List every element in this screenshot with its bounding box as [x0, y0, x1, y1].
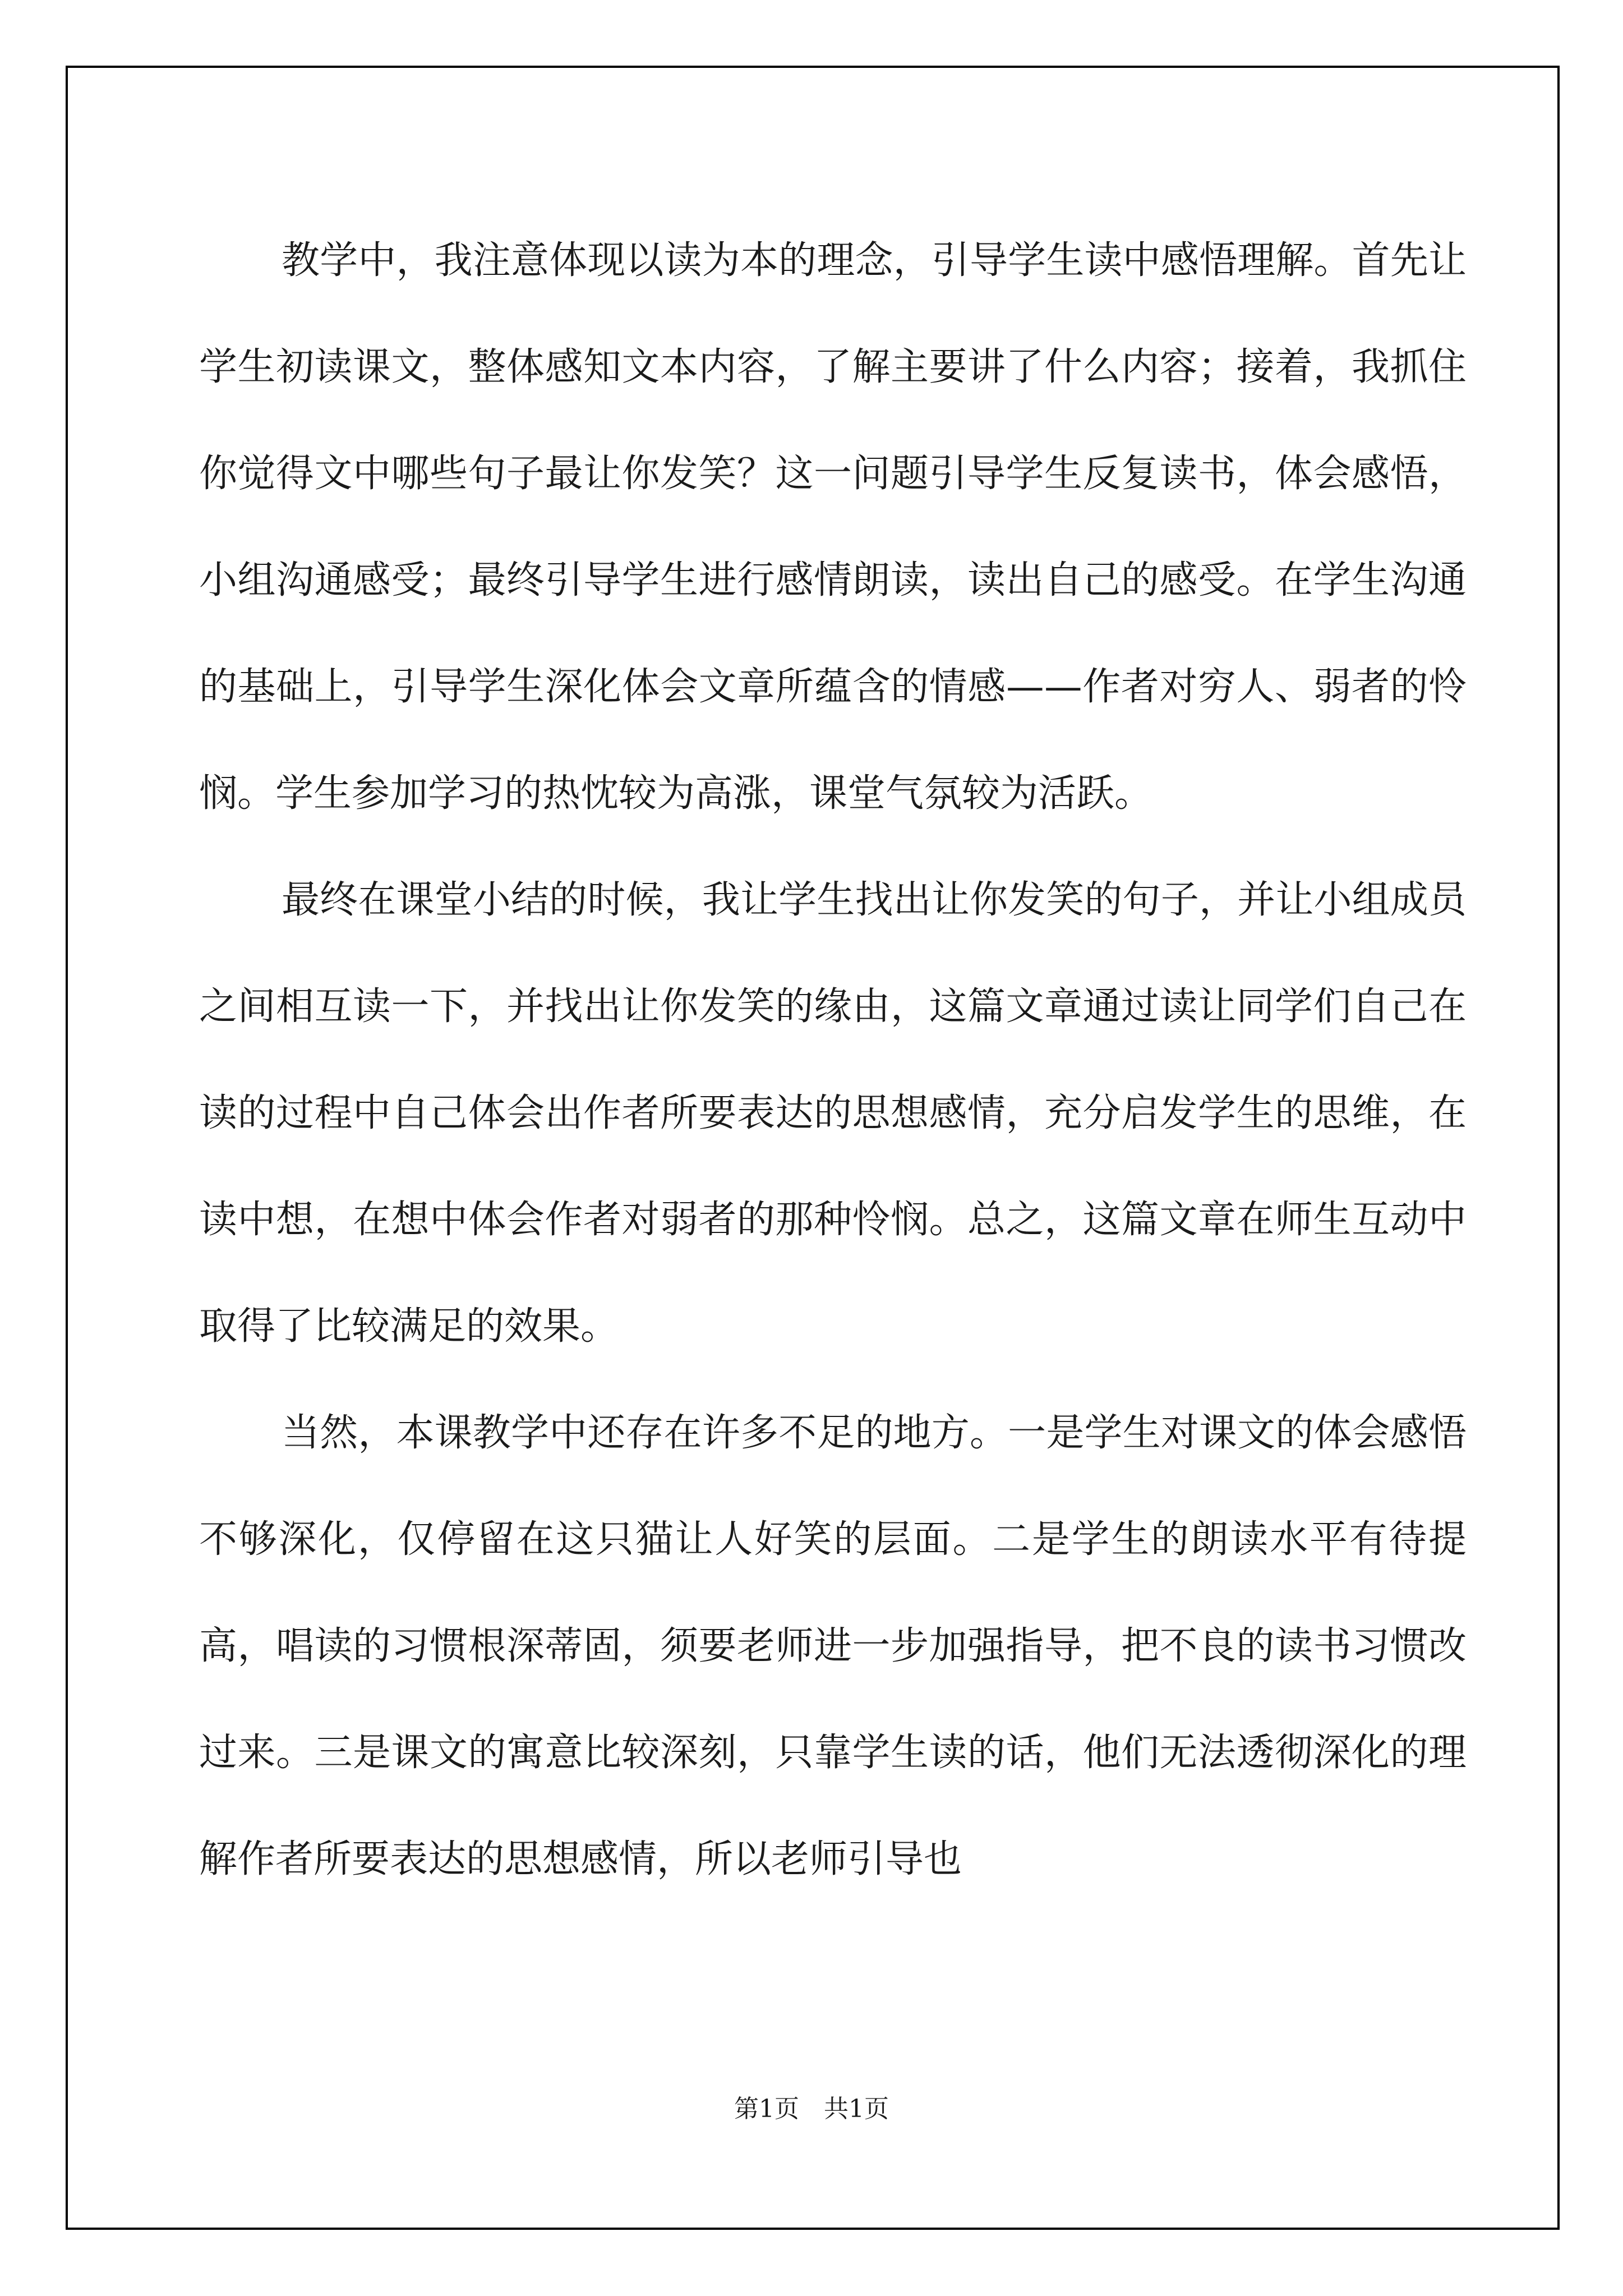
paragraph-3: 当然，本课教学中还存在许多不足的地方。一是学生对课文的体会感悟不够深化，仅停留在这只猫让人好笑的层面。二是学生的朗读水平有待提高，唱读的习惯根深蒂固，须要老师进一步加强指导，把不良的读书习惯改过来。三是课文的寓意比较深刻，只靠学生读的话，他们无法透彻深化的理解作者所要表达的思想感情，所以老师引导也	[199, 1411, 1467, 1881]
page-number: 第1页	[734, 2095, 799, 2123]
paragraph-2: 最终在课堂小结的时候，我让学生找出让你发笑的句子，并让小组成员之间相互读一下，并找出让你发笑的缘由，这篇文章通过读让同学们自己在读的过程中自己体会出作者所要表达的思想感情，充分启发学生的思维，在读中想，在想中体会作者对弱者的那种怜悯。总之，这篇文章在师生互动中取得了比较满足的效果。	[199, 878, 1467, 1349]
document-body	[199, 208, 1467, 1913]
page-footer	[0, 2092, 1623, 2126]
paragraph-1: 教学中，我注意体现以读为本的理念，引导学生读中感悟理解。首先让学生初读课文，整体感知文本内容，了解主要讲了什么内容；接着，我抓住你觉得文中哪些句子最让你发笑？这一问题引导学生反复读书，体会感悟，小组沟通感受；最终引导学生进行感情朗读，读出自己的感受。在学生沟通的基础上，引导学生深化体会文章所蕴含的情感——作者对穷人、弱者的怜悯。学生参加学习的热忱较为高涨，课堂气氛较为活跃。	[199, 238, 1467, 816]
page-total: 共1页	[824, 2095, 889, 2123]
